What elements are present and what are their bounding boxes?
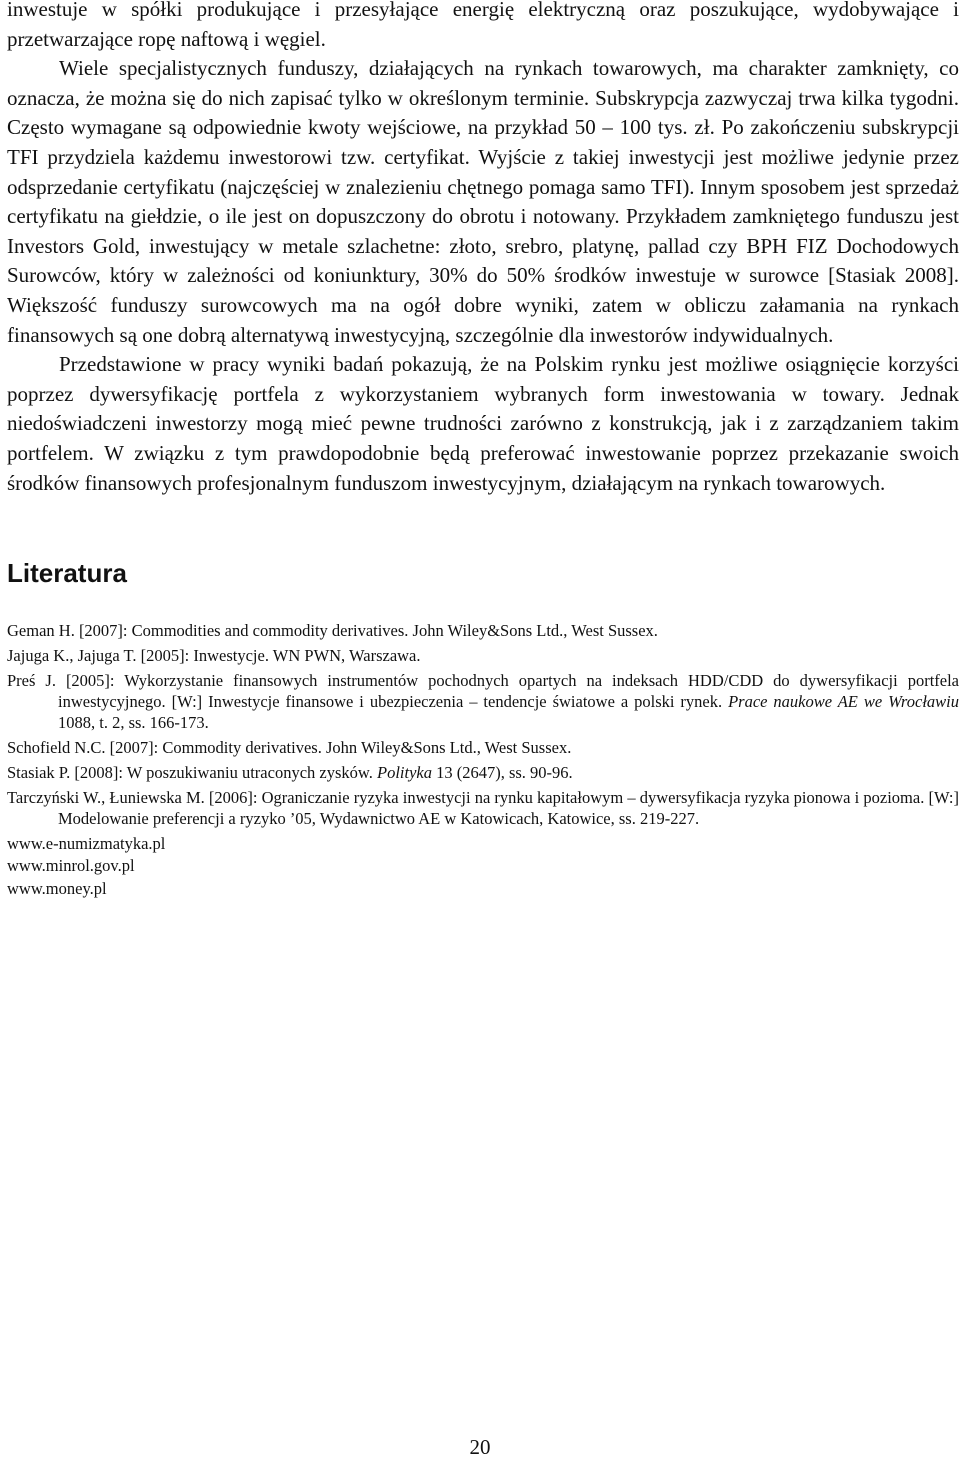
page-number: 20 xyxy=(469,1435,491,1459)
reference-item: Tarczyński W., Łuniewska M. [2006]: Ograniczanie ryzyka inwestycji na rynku kapitałowym – dywersyfikacja ryzyka pionowa i pozioma. [W:] Modelowanie preferencji a ryzyko ’05, Wydawnictwo AE w Katowicach, Katowice, ss. 219-227. xyxy=(7,787,959,828)
reference-item: Geman H. [2007]: Commodities and commodity derivatives. John Wiley&Sons Ltd., West Sussex. xyxy=(7,621,658,641)
paragraph-continuation: inwestuje w spółki produkujące i przesyłające energię elektryczną oraz poszukujące, wydobywające i przetwarzające ropę naftową i węgiel. xyxy=(7,0,959,51)
reference-item: Jajuga K., Jajuga T. [2005]: Inwestycje. WN PWN, Warszawa. xyxy=(7,645,421,665)
paragraph-conclusions: Przedstawione w pracy wyniki badań pokazują, że na Polskim rynku jest możliwe osiągnięcie korzyści poprzez dywersyfikację portfela z wykorzystaniem wybranych form inwestowania w towary. Jednak niedoświadczeni inwestorzy mogą mieć pewne trudności zarówno z konstrukcją, jak i z zarządzaniem takim portfelem. W związku z tym prawdopodobnie będą preferować inwestowanie poprzez przekazanie swoich środków finansowych profesjonalnym funduszom inwestycyjnym, działającym na rynkach towarowych. xyxy=(7,352,959,495)
literature-heading: Literatura xyxy=(7,558,127,589)
reference-list xyxy=(7,620,959,899)
reference-url: www.money.pl xyxy=(7,878,107,898)
reference-item: Stasiak P. [2008]: W poszukiwaniu utraconych zysków. Polityka 13 (2647), ss. 90-96. xyxy=(7,762,573,782)
reference-item: Preś J. [2005]: Wykorzystanie finansowych instrumentów pochodnych opartych na indeksach HDD/CDD do dywersyfikacji portfela inwestycyjnego. [W:] Inwestycje finansowe i ubezpieczenia – tendencje światowe a polski rynek. Prace naukowe AE we Wrocławiu 1088, t. 2, ss. 166-173. xyxy=(7,670,959,733)
reference-item: Schofield N.C. [2007]: Commodity derivatives. John Wiley&Sons Ltd., West Sussex. xyxy=(7,738,572,758)
paragraph-closed-funds: Wiele specjalistycznych funduszy, działających na rynkach towarowych, ma charakter zamknięty, co oznacza, że można się do nich zapisać tylko w określonym terminie. Subskrypcja zazwyczaj trwa kilka tygodni. Często wymagane są odpowiednie kwoty wejściowe, na przykład 50 – 100 tys. zł. Po zakończeniu subskrypcji TFI przydziela każdemu inwestorowi tzw. certyfikat. Wyjście z takiej inwestycji jest możliwe jedynie przez odsprzedanie certyfikatu (najczęściej w znalezieniu chętnego pomaga samo TFI). Innym sposobem jest sprzedaż certyfikatu na giełdzie, o ile jest on dopuszczony do obrotu i notowany. Przykładem zamkniętego funduszu jest Investors Gold, inwestujący w metale szlachetne: złoto, srebro, platynę, pallad czy BPH FIZ Dochodowych Surowców, który w zależności od koniunktury, 30% do 50% środków inwestuje w surowce [Stasiak 2008]. Większość funduszy surowcowych ma na ogół dobre wyniki, zatem w obliczu załamania na rynkach finansowych są one dobrą alternatywą inwestycyjną, szczególnie dla inwestorów indywidualnych. xyxy=(7,56,959,347)
page-content xyxy=(7,0,959,900)
reference-url: www.e-numizmatyka.pl xyxy=(7,833,166,853)
reference-url: www.minrol.gov.pl xyxy=(7,856,135,876)
